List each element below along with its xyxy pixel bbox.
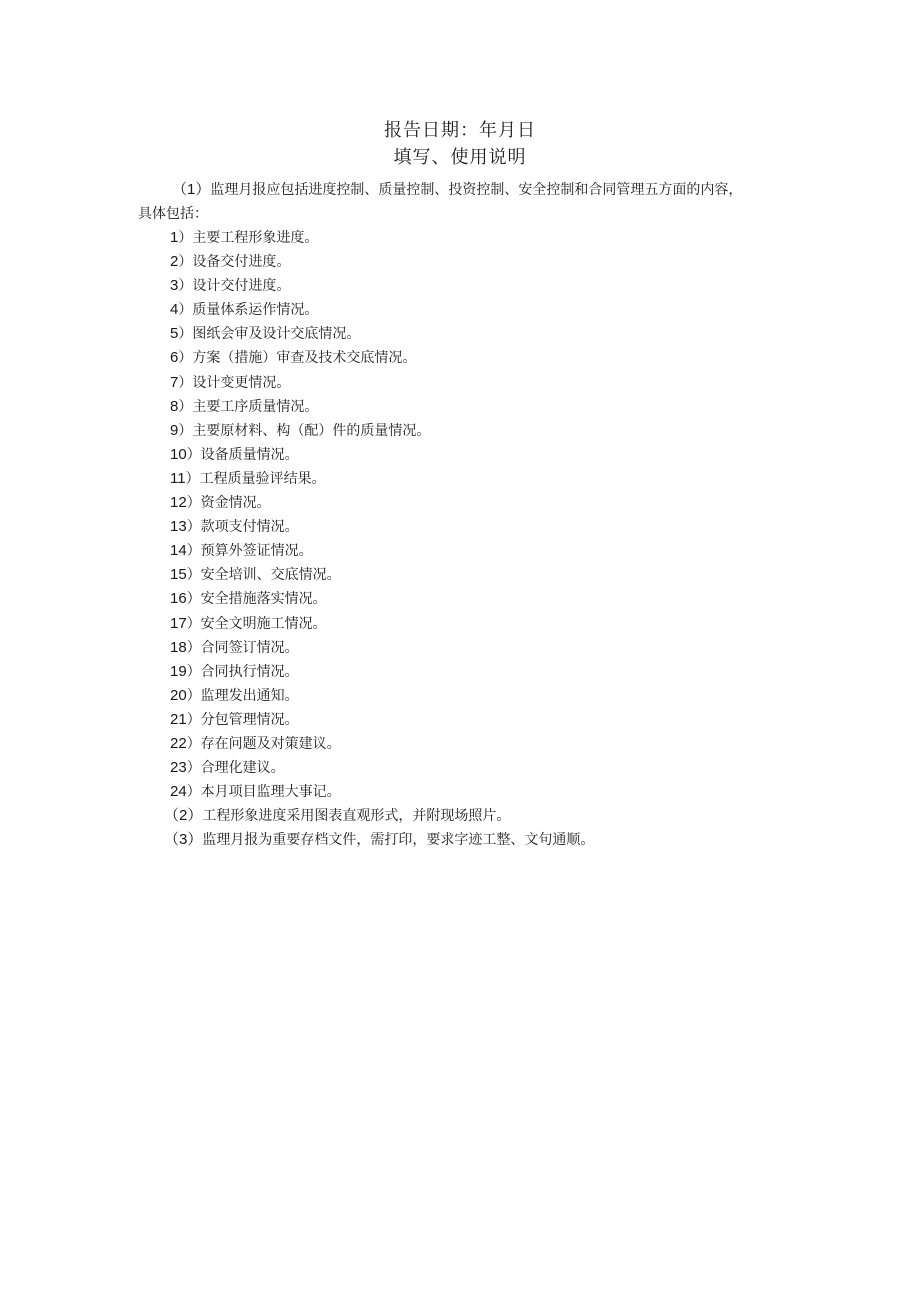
list-item	[170, 734, 430, 758]
item-text: ）安全文明施工情况。	[186, 615, 327, 632]
item-text: ）工程质量验评结果。	[185, 470, 326, 487]
item-number: 17	[170, 614, 187, 632]
list-item	[170, 710, 430, 734]
item-number: 10	[170, 445, 187, 463]
list-item	[170, 252, 430, 276]
note-text: 监理月报为重要存档文件，需打印，要求字迹工整、文句通顺。	[202, 832, 595, 848]
list-item	[170, 614, 430, 638]
list-item	[170, 758, 430, 782]
item-number: 16	[170, 590, 187, 608]
item-text: ）存在问题及对策建议。	[186, 735, 341, 752]
item-number: 8	[170, 397, 179, 415]
intro-line-1	[172, 180, 742, 200]
list-item	[170, 686, 430, 710]
item-number: 5	[170, 325, 179, 343]
item-number: 20	[170, 686, 187, 704]
list-item	[170, 421, 430, 445]
item-text: ）合同签订情况。	[186, 639, 299, 656]
intro-number: （1）	[172, 181, 211, 198]
item-text: ）主要原材料、构（配）件的质量情况。	[178, 422, 431, 439]
item-text: ）设计交付进度。	[178, 278, 291, 295]
item-text: ）主要工序质量情况。	[178, 398, 319, 415]
list-item	[170, 638, 430, 662]
item-number: 2	[170, 253, 179, 271]
item-text: ）质量体系运作情况。	[178, 302, 319, 319]
item-number: 23	[170, 759, 187, 777]
item-number: 19	[170, 662, 187, 680]
item-number: 18	[170, 638, 187, 656]
note-3	[164, 830, 594, 850]
intro-line-2: 具体包括：	[138, 206, 208, 222]
item-number: 9	[170, 421, 179, 439]
list-item	[170, 348, 430, 372]
item-text: ）合理化建议。	[186, 760, 285, 777]
item-number: 14	[170, 542, 187, 560]
item-number: 4	[170, 301, 179, 319]
list-item	[170, 373, 430, 397]
item-text: ）资金情况。	[186, 495, 271, 512]
item-text: ）分包管理情况。	[186, 711, 299, 728]
item-number: 13	[170, 518, 187, 536]
list-item	[170, 300, 430, 324]
item-number: 7	[170, 373, 179, 391]
list-item	[170, 589, 430, 613]
item-text: ）设备交付进度。	[178, 254, 291, 271]
list-item	[170, 397, 430, 421]
note-number: （3）	[164, 831, 203, 848]
item-text: ）安全培训、交底情况。	[186, 567, 341, 584]
item-text: ）预算外签证情况。	[186, 543, 313, 560]
item-text: ）方案（措施）审查及技术交底情况。	[178, 350, 417, 367]
report-date-heading: 报告日期：年月日	[384, 120, 536, 141]
item-text: ）合同执行情况。	[186, 663, 299, 680]
item-text: ）安全措施落实情况。	[186, 591, 327, 608]
list-item	[170, 517, 430, 541]
item-text: ）本月项目监理大事记。	[186, 784, 341, 801]
item-text: ）图纸会审及设计交底情况。	[178, 326, 361, 343]
list-item	[170, 541, 430, 565]
list-item	[170, 276, 430, 300]
list-item	[170, 445, 430, 469]
item-number: 11	[170, 469, 186, 487]
item-number: 15	[170, 566, 187, 584]
instructions-title: 填写、使用说明	[393, 147, 527, 168]
item-text: ）设备质量情况。	[186, 446, 299, 463]
item-number: 21	[170, 710, 187, 728]
item-text: ）设计变更情况。	[178, 374, 291, 391]
item-number: 1	[170, 229, 179, 246]
item-number: 3	[170, 277, 179, 295]
note-text: 工程形象进度采用图表直观形式，并附现场照片。	[202, 808, 511, 824]
item-number: 12	[170, 494, 187, 512]
list-item	[170, 565, 430, 589]
item-text: ）监理发出通知。	[186, 687, 299, 704]
list-item	[170, 782, 430, 806]
item-number: 22	[170, 734, 187, 752]
list-item	[170, 662, 430, 686]
intro-text-1: 监理月报应包括进度控制、质量控制、投资控制、安全控制和合同管理五方面的内容，	[210, 182, 743, 198]
list-item	[170, 469, 430, 493]
list-item	[170, 493, 430, 517]
content-item-list	[170, 228, 430, 806]
item-number: 6	[170, 349, 179, 367]
note-number: （2）	[164, 807, 203, 824]
list-item	[170, 324, 430, 348]
list-item	[170, 228, 430, 252]
item-text: ）款项支付情况。	[186, 519, 299, 536]
item-number: 24	[170, 783, 187, 801]
note-2	[164, 806, 510, 826]
item-text: ）主要工程形象进度。	[178, 230, 319, 246]
